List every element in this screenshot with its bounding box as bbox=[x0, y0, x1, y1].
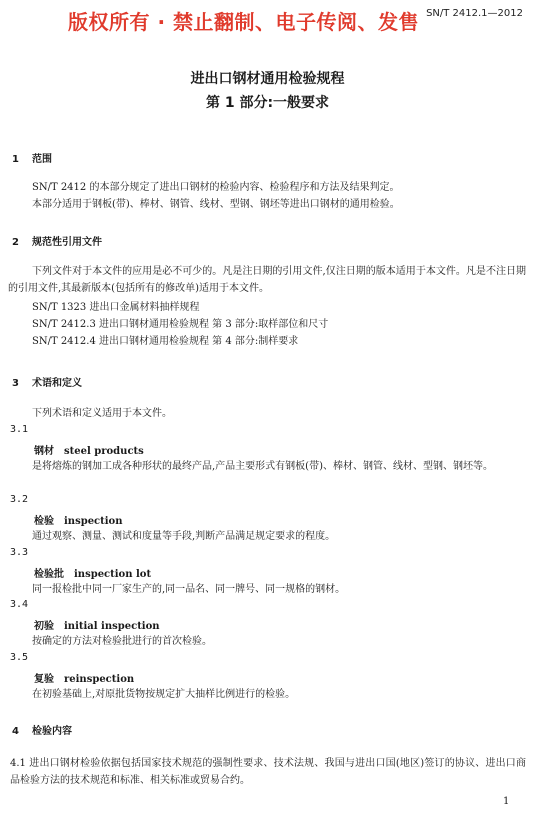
term-name-en: inspection lot bbox=[74, 569, 152, 580]
section-number: 3 bbox=[12, 378, 19, 389]
section-heading-terms bbox=[12, 374, 82, 389]
terms-intro: 下列术语和定义适用于本文件。 bbox=[32, 408, 172, 419]
term-definition: 同一报检批中同一厂家生产的,同一品名、同一牌号、同一规格的钢材。 bbox=[32, 584, 346, 595]
standard-number: SN/T 2412.1—2012 bbox=[426, 8, 523, 19]
section-title: 检验内容 bbox=[32, 726, 72, 737]
section-title: 规范性引用文件 bbox=[32, 237, 102, 248]
term-clause-number: 3.2 bbox=[10, 494, 29, 505]
term-clause-number: 3.5 bbox=[10, 652, 29, 663]
term-clause-number: 3.1 bbox=[10, 424, 29, 435]
term-definition: 在初验基础上,对原批货物按规定扩大抽样比例进行的检验。 bbox=[32, 689, 296, 700]
term-heading bbox=[34, 565, 151, 580]
term-name-zh: 检验批 bbox=[34, 569, 64, 580]
term-name-zh: 初验 bbox=[34, 621, 54, 632]
scope-paragraph-1: SN/T 2412 的本部分规定了进出口钢材的检验内容、检验程序和方法及结果判定。 bbox=[32, 182, 400, 193]
term-name-zh: 检验 bbox=[34, 516, 54, 527]
watermark-banner: 版权所有 · 禁止翻制、电子传阅、发售 bbox=[68, 10, 420, 34]
term-name-zh: 复验 bbox=[34, 674, 54, 685]
term-heading bbox=[34, 670, 134, 685]
scope-paragraph-2: 本部分适用于钢板(带)、棒材、钢管、线材、型钢、钢坯等进出口钢材的通用检验。 bbox=[32, 199, 400, 210]
section-number: 1 bbox=[12, 154, 19, 165]
term-heading bbox=[34, 512, 123, 527]
section-number: 2 bbox=[12, 237, 19, 248]
term-name-en: inspection bbox=[64, 516, 123, 527]
section-heading-scope bbox=[12, 150, 52, 165]
section-title: 范围 bbox=[32, 154, 52, 165]
term-definition: 通过观察、测量、测试和度量等手段,判断产品满足规定要求的程度。 bbox=[32, 531, 336, 542]
document-subtitle: 第 1 部分:一般要求 bbox=[205, 95, 330, 111]
term-clause-number: 3.3 bbox=[10, 547, 29, 558]
page-number: 1 bbox=[503, 796, 510, 807]
normative-ref: SN/T 1323 进出口金属材料抽样规程 bbox=[32, 302, 200, 313]
section-title: 术语和定义 bbox=[32, 378, 82, 389]
term-heading bbox=[34, 617, 160, 632]
term-name-en: reinspection bbox=[64, 674, 135, 685]
term-name-zh: 钢材 bbox=[34, 446, 54, 457]
document-title: 进出口钢材通用检验规程 bbox=[190, 71, 345, 87]
term-definition: 是将熔炼的钢加工成各种形状的最终产品,产品主要形式有钢板(带)、棒材、钢管、线材、型钢、钢坯等。 bbox=[32, 461, 493, 472]
term-heading bbox=[34, 442, 144, 457]
term-name-en: steel products bbox=[64, 446, 144, 457]
normative-intro: 下列文件对于本文件的应用是必不可少的。凡是注日期的引用文件,仅注日期的版本适用于本文件。凡是不注日期的引用文件,其最新版本(包括所有的修改单)适用于本文件。 bbox=[8, 266, 526, 294]
normative-ref: SN/T 2412.4 进出口钢材通用检验规程 第 4 部分:制样要求 bbox=[32, 336, 299, 347]
term-definition: 按确定的方法对检验批进行的首次检验。 bbox=[32, 636, 212, 647]
section-heading-normative bbox=[12, 233, 102, 248]
inspection-clause-4-1: 4.1 进出口钢材检验依据包括国家技术规范的强制性要求、技术法规、我国与进出口国(地区)签订的协议、进出口商品检验方法的技术规范和标准、相关标准或贸易合约。 bbox=[10, 758, 526, 786]
normative-ref: SN/T 2412.3 进出口钢材通用检验规程 第 3 部分:取样部位和尺寸 bbox=[32, 319, 329, 330]
section-number: 4 bbox=[12, 726, 19, 737]
term-clause-number: 3.4 bbox=[10, 599, 29, 610]
term-name-en: initial inspection bbox=[64, 621, 160, 632]
section-heading-inspection bbox=[12, 722, 72, 737]
